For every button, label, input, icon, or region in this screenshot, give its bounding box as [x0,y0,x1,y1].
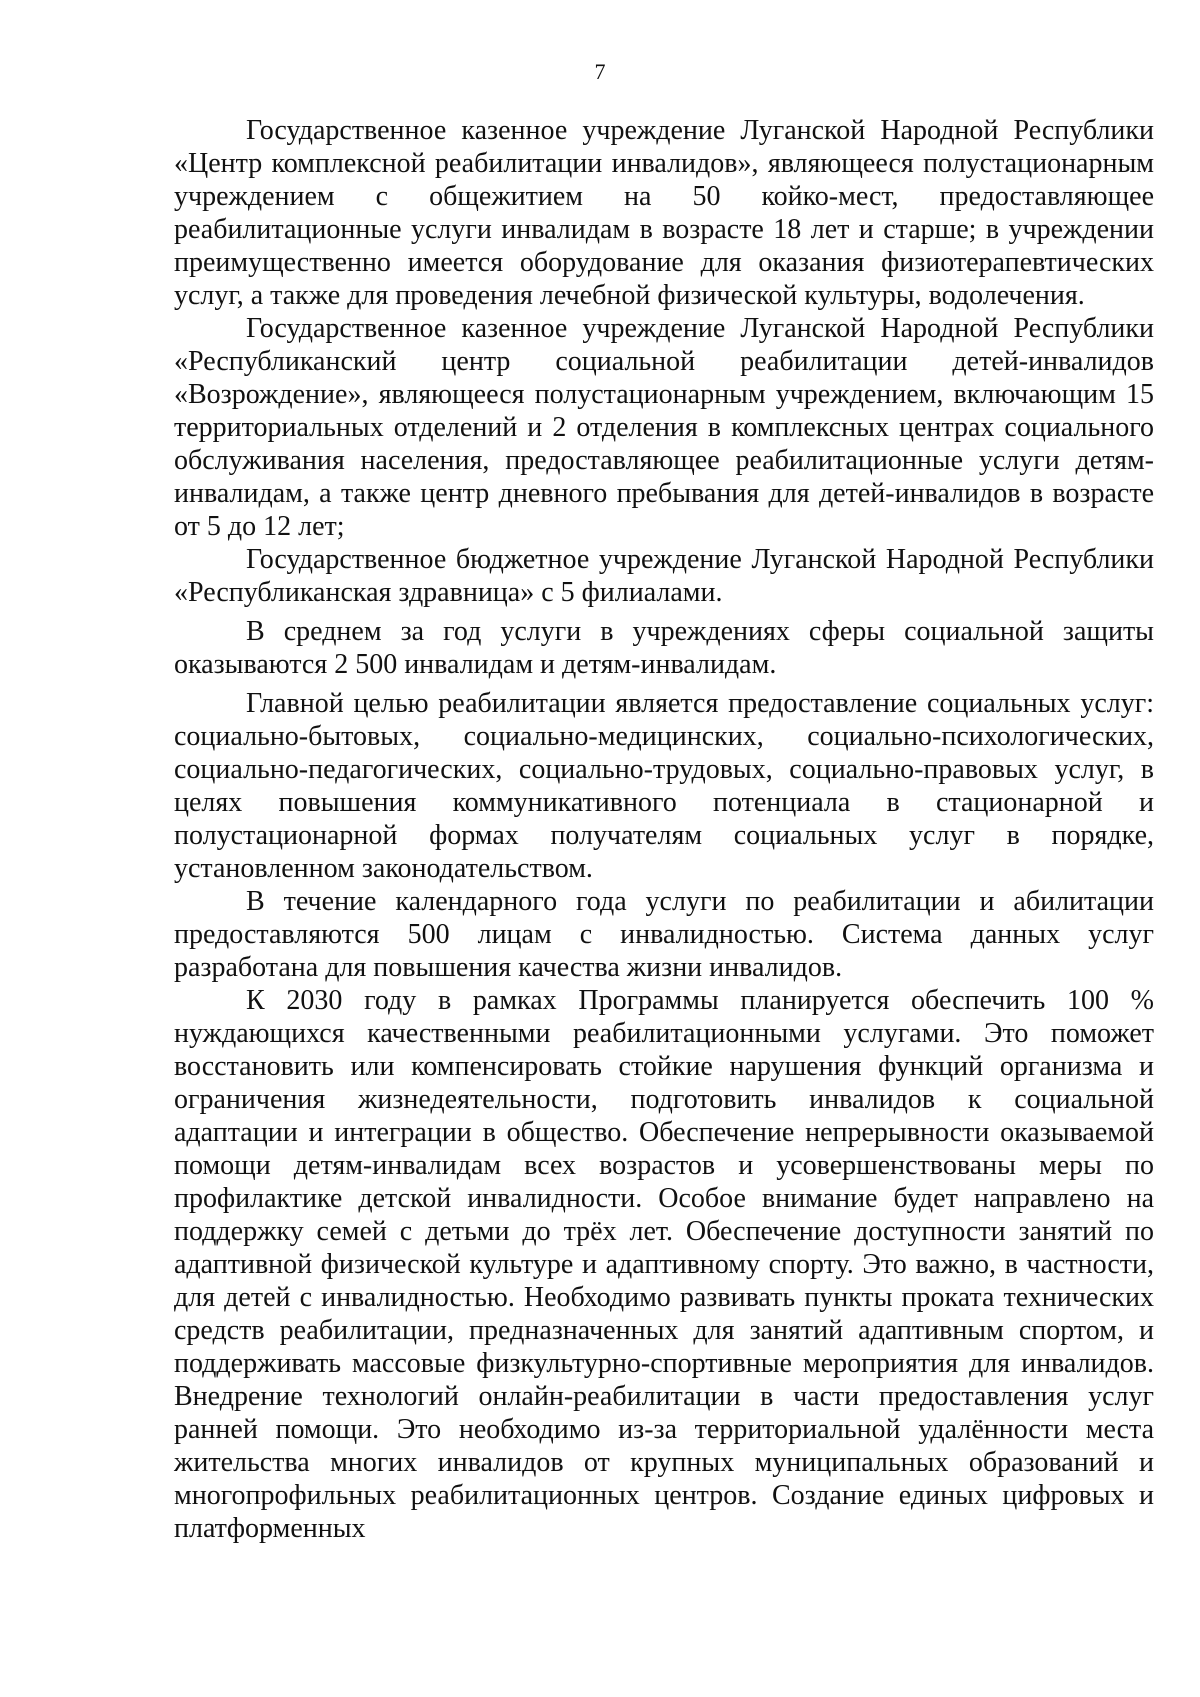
paragraph-calendar-year-services: В течение календарного года услуги по реабилитации и абилитации предоставляются 500 лицам с инвалидностью. Система данных услуг разработана для повышения качества жизни инвалидов. [174,886,1154,983]
paragraph-institution-children-center: Государственное казенное учреждение Луганской Народной Республики «Республиканский центр социальной реабилитации детей-инвалидов «Возрождение», являющееся полустационарным учреждением, включающим 15 территориальных отделений и 2 отделения в комплексных центрах социального обслуживания населения, предоставляющее реабилитационные услуги детям-инвалидам, а также центр дневного пребывания для детей-инвалидов в возрасте от 5 до 12 лет; [174,313,1154,542]
page-number: 7 [594,59,606,84]
document-body [174,114,1154,1545]
paragraph-annual-services: В среднем за год услуги в учреждениях сферы социальной защиты оказываются 2 500 инвалидам и детям-инвалидам. [174,616,1154,680]
paragraph-rehabilitation-goal: Главной целью реабилитации является предоставление социальных услуг: социально-бытовых, социально-медицинских, социально-психологических, социально-педагогических, социально-трудовых, социально-правовых услуг, в целях повышения коммуникативного потенциала в стационарной и полустационарной формах получателям социальных услуг в порядке, установленном законодательством. [174,688,1154,884]
paragraph-program-2030: К 2030 году в рамках Программы планируется обеспечить 100 % нуждающихся качественными реабилитационными услугами. Это поможет восстановить или компенсировать стойкие нарушения функций организма и ограничения жизнедеятельности, подготовить инвалидов к социальной адаптации и интеграции в общество. Обеспечение непрерывности оказываемой помощи детям-инвалидам всех возрастов и усовершенствованы меры по профилактике детской инвалидности. Особое внимание будет направлено на поддержку семей с детьми до трёх лет. Обеспечение доступности занятий по адаптивной физической культуре и адаптивному спорту. Это важно, в частности, для детей с инвалидностью. Необходимо развивать пункты проката технических средств реабилитации, предназначенных для занятий адаптивным спортом, и поддерживать массовые физкультурно-спортивные мероприятия для инвалидов. Внедрение технологий онлайн-реабилитации в части предоставления услуг ранней помощи. Это необходимо из-за территориальной удалённости места жительства многих инвалидов от крупных муниципальных образований и многопрофильных реабилитационных центров. Создание единых цифровых и платформенных [174,985,1154,1544]
paragraph-institution-rehab-center: Государственное казенное учреждение Луганской Народной Республики «Центр комплексной реабилитации инвалидов», являющееся полустационарным учреждением с общежитием на 50 койко-мест, предоставляющее реабилитационные услуги инвалидам в возрасте 18 лет и старше; в учреждении преимущественно имеется оборудование для оказания физиотерапевтических услуг, а также для проведения лечебной физической культуры, водолечения. [174,115,1154,311]
paragraph-institution-health-resort: Государственное бюджетное учреждение Луганской Народной Республики «Республиканская здравница» с 5 филиалами. [174,544,1154,608]
